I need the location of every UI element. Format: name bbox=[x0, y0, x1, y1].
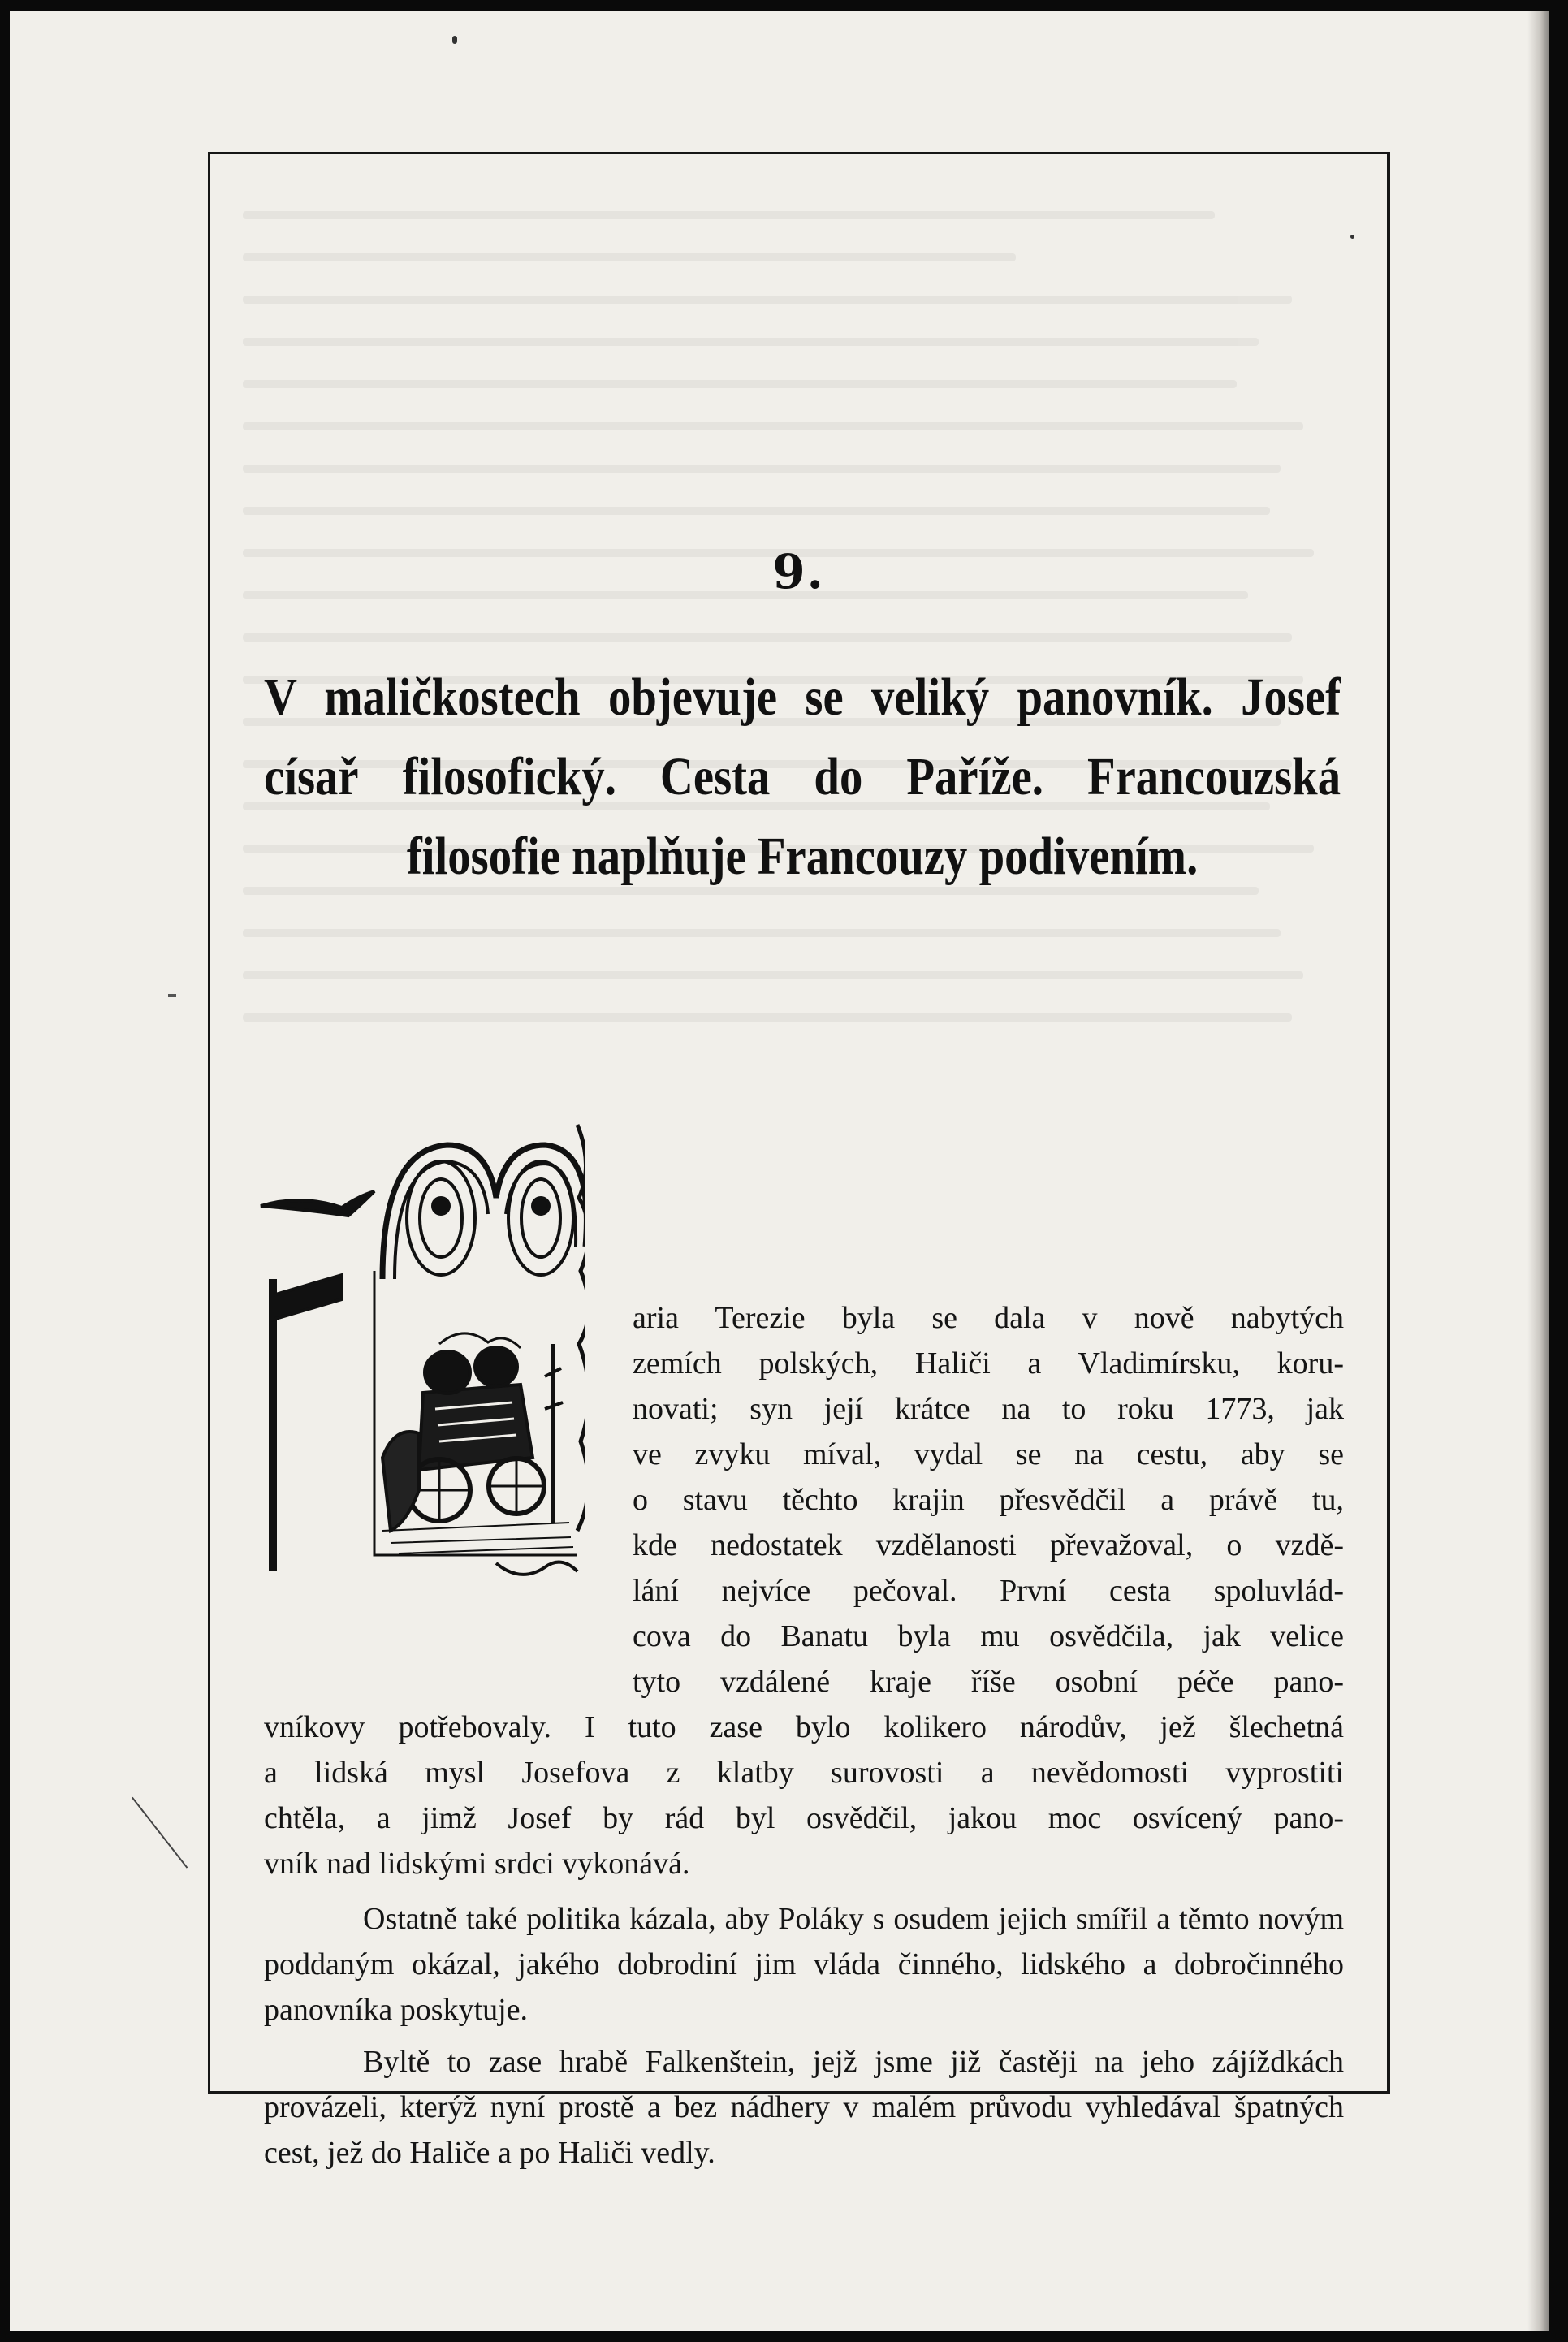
text-line: zemích polských, Haliči a Vladimírsku, koru- bbox=[633, 1346, 1344, 1381]
print-fleck bbox=[168, 994, 176, 997]
text-line: a lidská mysl Josefova z klatby surovosti a nevědomosti vyprostiti bbox=[264, 1756, 1344, 1790]
page-edge-shadow bbox=[1527, 11, 1549, 2331]
text-line: chtěla, a jimž Josef by rád byl osvědčil, jakou moc osvícený pano- bbox=[264, 1801, 1344, 1835]
text-line: vníkovy potřebovaly. I tuto zase bylo kolikero národův, jež šlechetná bbox=[264, 1710, 1344, 1744]
dropcap-paragraph-lines bbox=[633, 1295, 1344, 1705]
paragraph-1-continuation bbox=[264, 1705, 1344, 1886]
chapter-number: 9. bbox=[772, 544, 825, 599]
text-line: novati; syn její krátce na to roku 1773, jak bbox=[633, 1392, 1344, 1426]
text-line: lání nejvíce pečoval. První cesta spoluvlád- bbox=[633, 1574, 1344, 1608]
text-line: tyto vzdálené kraje říše osobní péče pano- bbox=[633, 1665, 1344, 1699]
text-frame bbox=[208, 152, 1390, 2170]
text-line: cova do Banatu byla mu osvědčila, jak velice bbox=[633, 1619, 1344, 1653]
chapter-title: V maličkostech objevuje se veliký panovník. Josef císař filosofický. Cesta do Paříže. Francouzská filosofie naplňuje Francouzy podivením. bbox=[264, 668, 1341, 886]
paragraph-3: Byltě to zase hrabě Falkenštein, jejž jsme již častěji na jeho zájíždkách provázeli, kterýž nyní prostě a bez nádhery v malém průvodu vyhledával špatných cest, jež do Haliče a po Haliči vedly. bbox=[264, 2045, 1344, 2170]
paragraph-2: Ostatně také politika kázala, aby Poláky s osudem jejich smířil a těmto novým poddaným okázal, jakého dobrodiní jim vláda činného, lidského a dobročinného panovníka poskytuje. bbox=[264, 1902, 1344, 2027]
book-page bbox=[10, 11, 1549, 2331]
text-line: kde nedostatek vzdělanosti převažoval, o vzdě- bbox=[633, 1528, 1344, 1562]
print-fleck bbox=[452, 36, 457, 44]
text-line: vník nad lidskými srdci vykonává. bbox=[264, 1847, 690, 1881]
carriage-woodcut-icon bbox=[253, 1003, 585, 1588]
text-line: aria Terezie byla se dala v nově nabytých bbox=[633, 1301, 1344, 1335]
text-line: o stavu těchto krajin přesvědčil a právě tu, bbox=[633, 1483, 1344, 1517]
print-fleck bbox=[132, 1797, 188, 1869]
text-line: ve zvyku míval, vydal se na cestu, aby se bbox=[633, 1437, 1344, 1471]
